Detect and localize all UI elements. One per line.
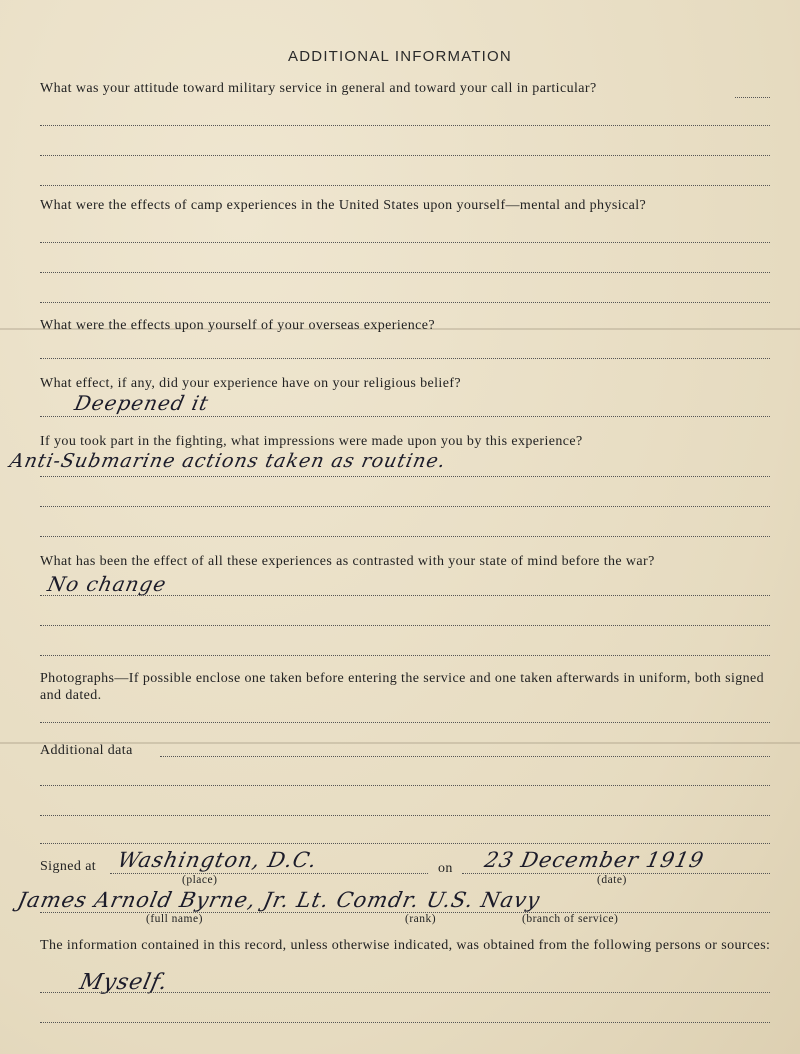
signature-full-name: James Arnold Byrne, Jr. Lt. Comdr. U.S. Navy xyxy=(15,888,543,912)
signed-date: 23 December 1919 xyxy=(482,848,707,872)
answer-line[interactable] xyxy=(40,302,770,303)
answer-line[interactable] xyxy=(40,785,770,786)
answer-line[interactable] xyxy=(40,595,770,596)
answer-line[interactable] xyxy=(40,722,770,723)
question-photographs: Photographs—If possible enclose one taken before entering the service and one taken afterwards in uniform, both signed and dated. xyxy=(40,671,765,703)
answer-line[interactable] xyxy=(40,992,770,993)
answer-line[interactable] xyxy=(40,655,770,656)
rank-caption: (rank) xyxy=(405,913,437,925)
answer-line[interactable] xyxy=(40,125,770,126)
answer-state-of-mind: No change xyxy=(45,572,169,596)
question-state-of-mind: What has been the effect of all these experiences as contrasted with your state of mind before the war? xyxy=(40,554,655,569)
answer-line[interactable] xyxy=(40,272,770,273)
question-camp-experience: What were the effects of camp experiences in the United States upon yourself—mental and physical? xyxy=(40,198,647,213)
answer-line[interactable] xyxy=(40,1022,770,1023)
answer-line[interactable] xyxy=(40,843,770,844)
branch-caption: (branch of service) xyxy=(522,913,619,925)
answer-line[interactable] xyxy=(40,242,770,243)
question-additional-data: Additional data xyxy=(40,743,133,758)
answer-fighting-impressions: Anti-Submarine actions taken as routine. xyxy=(7,450,449,472)
on-label: on xyxy=(438,861,453,876)
full-name-caption: (full name) xyxy=(146,913,203,925)
signed-at-label: Signed at xyxy=(40,859,97,874)
answer-line[interactable] xyxy=(40,185,770,186)
answer-line[interactable] xyxy=(40,536,770,537)
answer-line[interactable] xyxy=(40,625,770,626)
answer-line[interactable] xyxy=(40,506,770,507)
question-military-attitude: What was your attitude toward military service in general and toward your call in particular? xyxy=(40,81,597,96)
signed-place: Washington, D.C. xyxy=(115,848,320,872)
place-caption: (place) xyxy=(182,874,218,886)
answer-line[interactable] xyxy=(40,416,770,417)
question-overseas-experience: What were the effects upon yourself of your overseas experience? xyxy=(40,318,436,333)
answer-religious-belief: Deepened it xyxy=(72,391,212,415)
answer-line[interactable] xyxy=(40,358,770,359)
form-title: ADDITIONAL INFORMATION xyxy=(288,48,512,65)
date-caption: (date) xyxy=(597,874,627,886)
sources-answer: Myself. xyxy=(77,970,171,995)
answer-line[interactable] xyxy=(735,97,770,98)
answer-line[interactable] xyxy=(40,155,770,156)
answer-line[interactable] xyxy=(40,815,770,816)
answer-line[interactable] xyxy=(40,476,770,477)
question-fighting-impressions: If you took part in the fighting, what impressions were made upon you by this experience? xyxy=(40,434,583,449)
answer-line[interactable] xyxy=(160,756,770,757)
question-religious-belief: What effect, if any, did your experience have on your religious belief? xyxy=(40,376,462,391)
sources-label: The information contained in this record, unless otherwise indicated, was obtained from the following persons or sources: xyxy=(40,938,771,953)
place-line[interactable] xyxy=(110,873,428,874)
